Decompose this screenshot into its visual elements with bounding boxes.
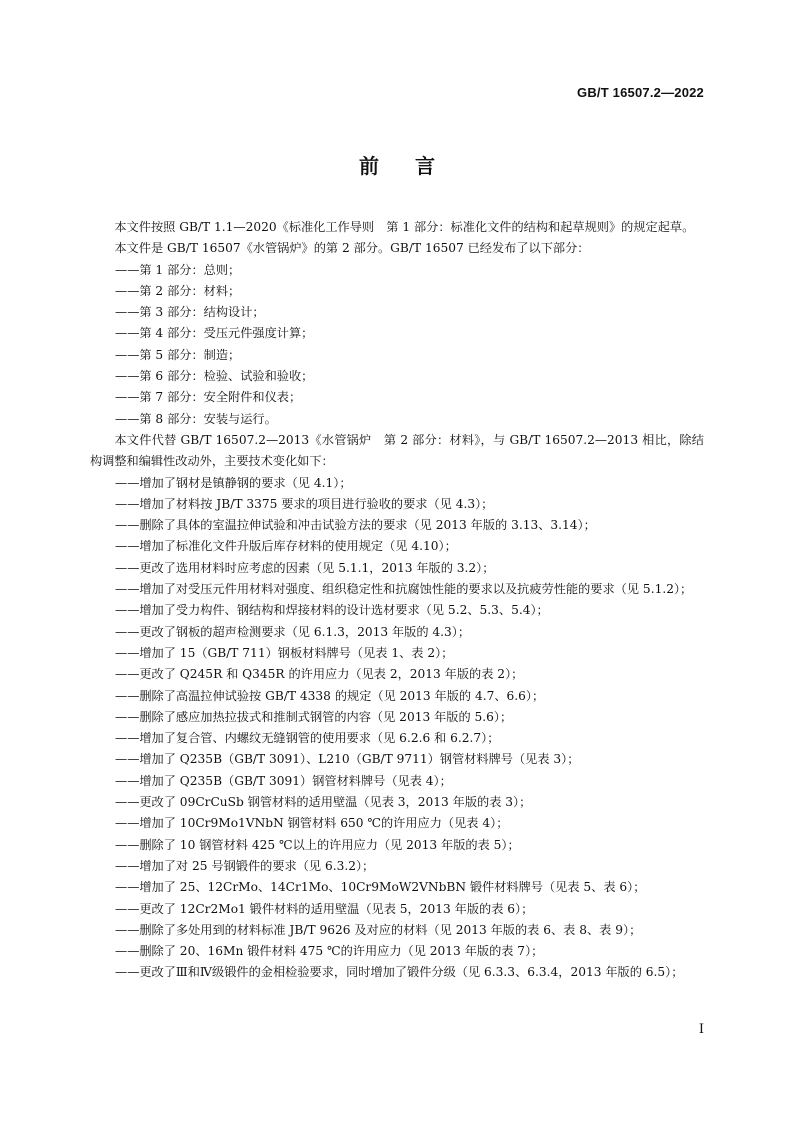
list-item: ——删除了 10 钢管材料 425 ℃以上的许用应力（见 2013 年版的表 5）； (115, 837, 520, 852)
list-item: ——删除了 20、16Mn 锻件材料 475 ℃的许用应力（见 2013 年版的表 7）； (115, 944, 544, 959)
standard-code: GB/T 16507.2—2022 (577, 85, 704, 100)
list-item: ——第 2 部分：材料； (115, 283, 241, 298)
list-item: ——第 4 部分：受压元件强度计算； (115, 326, 314, 341)
list-item: ——删除了高温拉伸试验按 GB/T 4338 的规定（见 2013 年版的 4.7、6.6）； (115, 688, 545, 703)
replacement-paragraph: 本文件代替 GB/T 16507.2—2013《水管锅炉 第 2 部分：材料》，与 GB/T 16507.2—2013 相比，除结构调整和编辑性改动外，主要技术变化如下： (90, 432, 704, 469)
foreword-body (90, 217, 704, 984)
list-item: ——增加了标准化文件升版后库存材料的使用规定（见 4.10）； (115, 539, 457, 554)
list-item: ——增加了材料按 JB/T 3375 要求的项目进行验收的要求（见 4.3）； (115, 496, 494, 511)
list-item: ——更改了Ⅲ和Ⅳ级锻件的金相检验要求，同时增加了锻件分级（见 6.3.3、6.3.4，2013 年版的 6.5）； (115, 965, 684, 980)
list-item: ——更改了选用材料时应考虑的因素（见 5.1.1，2013 年版的 3.2）； (115, 560, 495, 575)
page-number: I (698, 1022, 704, 1037)
list-item: ——增加了 Q235B（GB/T 3091）钢管材料牌号（见表 4）； (115, 773, 452, 788)
list-item: ——增加了受力构件、钢结构和焊接材料的设计选材要求（见 5.2、5.3、5.4）； (115, 603, 549, 618)
page-title-char-1: 前 (359, 154, 379, 178)
page-title-char-2: 言 (415, 154, 435, 178)
list-item: ——第 3 部分：结构设计； (115, 305, 265, 320)
list-item: ——第 6 部分：检验、试验和验收； (115, 369, 314, 384)
list-item: ——更改了 Q245R 和 Q345R 的许用应力（见表 2，2013 年版的表 2）； (115, 667, 524, 682)
parts-list (90, 260, 704, 430)
list-item: ——增加了对受压元件用材料对强度、组织稳定性和抗腐蚀性能的要求以及抗疲劳性能的要求（见 5.1.2）； (115, 582, 693, 597)
list-item: ——增加了 25、12CrMo、14Cr1Mo、10Cr9MoW2VNbBN 锻件材料牌号（见表 5、表 6）； (115, 880, 646, 895)
list-item: ——增加了 Q235B（GB/T 3091）、L210（GB/T 9711）钢管材料牌号（见表 3）； (115, 752, 580, 767)
page-title (0, 150, 794, 179)
list-item: ——更改了 09CrCuSb 钢管材料的适用壁温（见表 3，2013 年版的表 3）； (115, 795, 532, 810)
list-item: ——第 8 部分：安装与运行。 (115, 411, 277, 426)
drafting-rule-paragraph: 本文件按照 GB/T 1.1—2020《标准化工作导则 第 1 部分：标准化文件的结构和起草规则》的规定起草。 (114, 220, 695, 234)
list-item: ——第 7 部分：安全附件和仪表； (115, 390, 302, 405)
list-item: ——更改了 12Cr2Mo1 锻件材料的适用壁温（见表 5，2013 年版的表 6）； (115, 901, 534, 916)
list-item: ——增加了对 25 号钢锻件的要求（见 6.3.2）； (115, 858, 375, 873)
list-item: ——增加了钢材是镇静钢的要求（见 4.1）； (115, 475, 352, 490)
list-item: ——第 1 部分：总则； (115, 262, 241, 277)
series-paragraph: 本文件是 GB/T 16507《水管锅炉》的第 2 部分。GB/T 16507 已经发布了以下部分： (114, 241, 590, 256)
list-item: ——删除了感应加热拉拔式和推制式钢管的内容（见 2013 年版的 5.6）； (115, 709, 513, 724)
list-item: ——增加了复合管、内螺纹无缝钢管的使用要求（见 6.2.6 和 6.2.7）； (115, 731, 500, 746)
changes-list (90, 473, 704, 984)
list-item: ——增加了 15（GB/T 711）钢板材料牌号（见表 1、表 2）； (115, 645, 454, 660)
list-item: ——增加了 10Cr9Mo1VNbN 钢管材料 650 ℃的许用应力（见表 4）； (115, 816, 509, 831)
list-item: ——第 5 部分：制造； (115, 347, 241, 362)
list-item: ——删除了多处用到的材料标准 JB/T 9626 及对应的材料（见 2013 年版的表 6、表 8、表 9）； (115, 922, 642, 937)
list-item: ——删除了具体的室温拉伸试验和冲击试验方法的要求（见 2013 年版的 3.13、3.14）； (115, 518, 596, 533)
list-item: ——更改了钢板的超声检测要求（见 6.1.3，2013 年版的 4.3）； (115, 624, 471, 639)
